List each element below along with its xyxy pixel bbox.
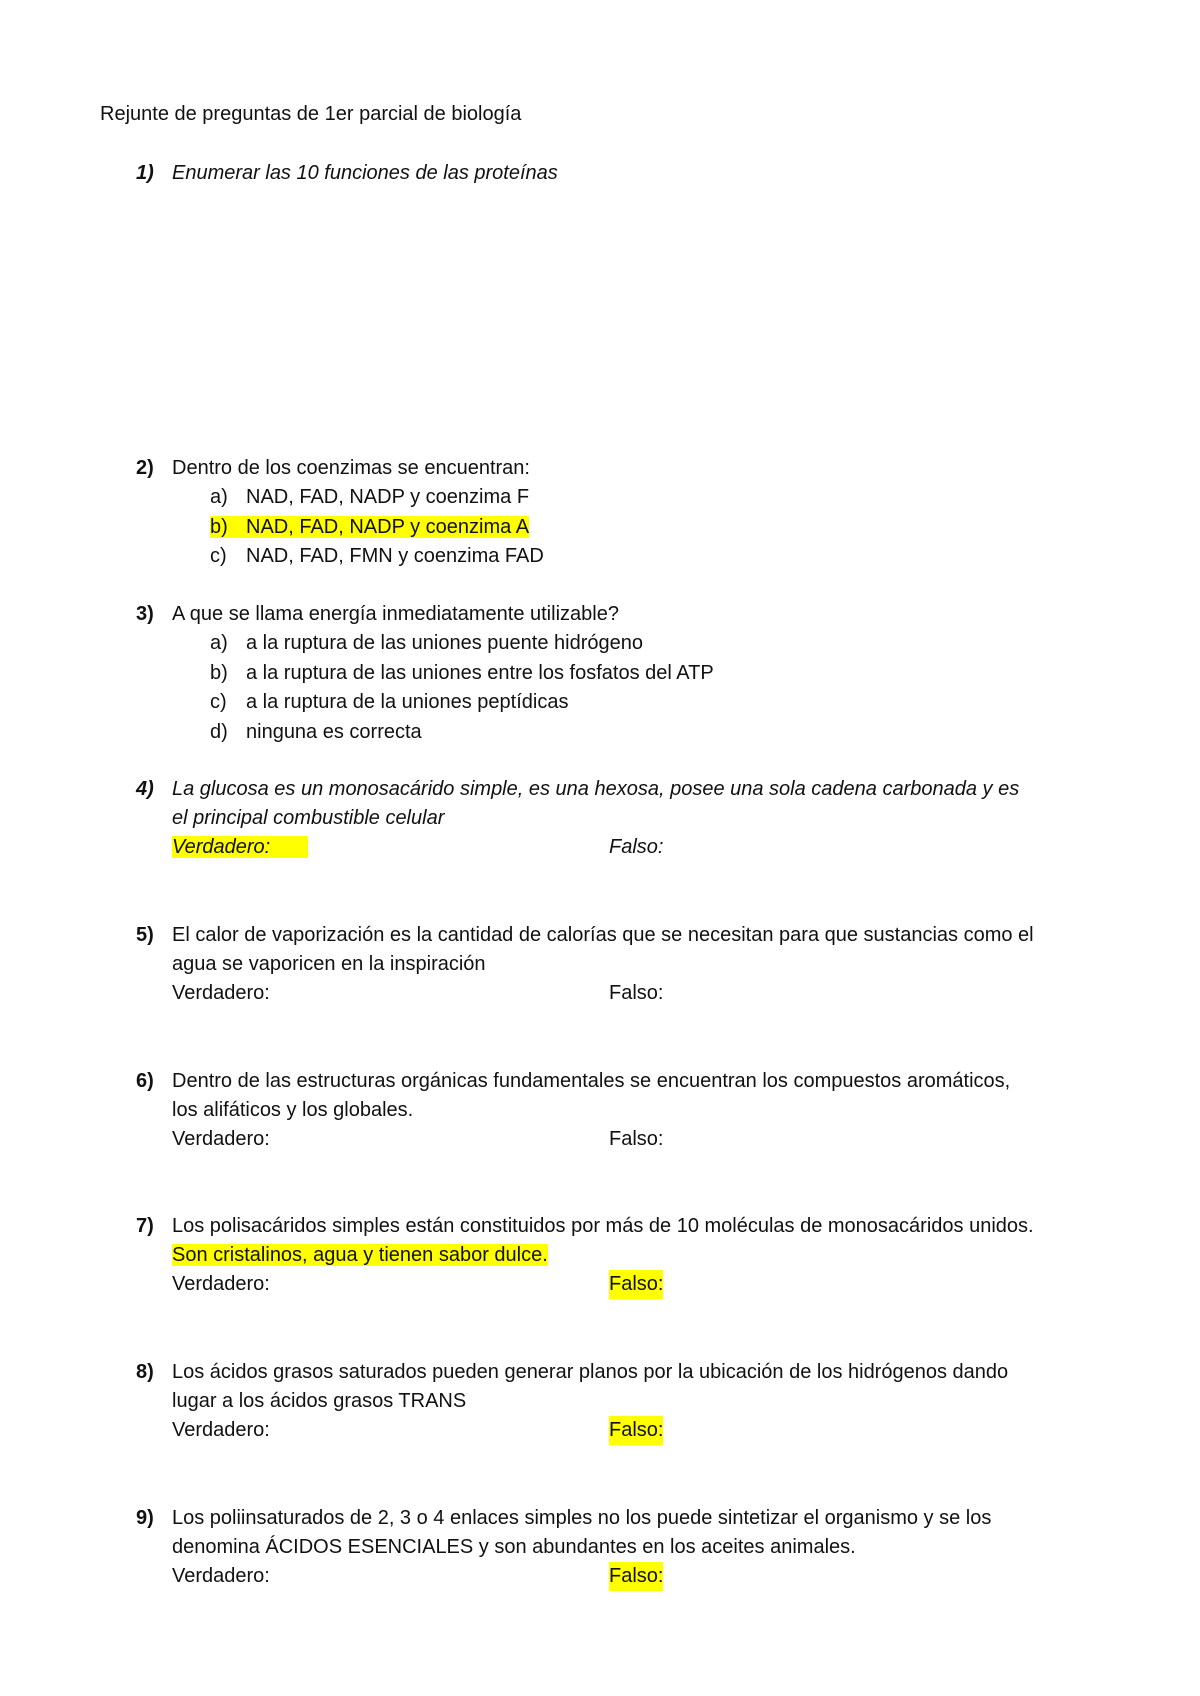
question-number: 6) — [136, 1070, 154, 1092]
falso-label: Falso: — [609, 1562, 663, 1591]
options-list — [210, 483, 544, 572]
question-text: A que se llama energía inmediatamente utilizable? — [172, 603, 619, 625]
question-text-line-1: La glucosa es un monosacárido simple, es una hexosa, posee una sola cadena carbonada y es — [172, 778, 1020, 800]
option-b: b) a la ruptura de las uniones entre los fosfatos del ATP — [210, 661, 714, 684]
question-text-line-2: Son cristalinos, agua y tienen sabor dulce. — [172, 1244, 548, 1266]
question-text-line-2: lugar a los ácidos grasos TRANS — [172, 1390, 467, 1412]
question-text: Enumerar las 10 funciones de las proteínas — [172, 162, 558, 184]
true-false-row — [172, 1416, 664, 1445]
question-text-line-2: el principal combustible celular — [172, 807, 445, 829]
question-number: 7) — [136, 1215, 154, 1237]
verdadero-label: Verdadero: — [172, 1273, 270, 1295]
question-text-line-1: Los poliinsaturados de 2, 3 o 4 enlaces simples no los puede sintetizar el organismo y se los — [172, 1507, 992, 1529]
verdadero-label: Verdadero: — [172, 836, 308, 858]
question-number: 8) — [136, 1361, 154, 1383]
question-number: 9) — [136, 1507, 154, 1529]
question-number: 4) — [136, 778, 154, 800]
option-c: c) a la ruptura de la uniones peptídicas — [210, 691, 569, 713]
question-text-line-1: Los ácidos grasos saturados pueden generar planos por la ubicación de los hidrógenos dando — [172, 1361, 1009, 1383]
true-false-row — [172, 1270, 664, 1299]
falso-label: Falso: — [609, 982, 664, 1004]
option-a: a) a la ruptura de las uniones puente hidrógeno — [210, 632, 643, 654]
question-text-line-1: El calor de vaporización es la cantidad de calorías que se necesitan para que sustancias como el — [172, 924, 1034, 946]
falso-label: Falso: — [609, 1270, 663, 1299]
true-false-row — [172, 1562, 664, 1591]
question-number: 5) — [136, 924, 154, 946]
verdadero-label: Verdadero: — [172, 1419, 270, 1441]
option-b: b) NAD, FAD, NADP y coenzima A — [210, 515, 530, 538]
question-number: 1) — [136, 162, 154, 184]
verdadero-label: Verdadero: — [172, 1565, 270, 1587]
true-false-row — [172, 833, 664, 862]
question-number: 3) — [136, 603, 154, 625]
question-text-line-1: Dentro de las estructuras orgánicas fundamentales se encuentran los compuestos aromáticos, — [172, 1070, 1011, 1092]
falso-label: Falso: — [609, 836, 664, 858]
true-false-row — [172, 979, 664, 1008]
question-text-line-2: denomina ÁCIDOS ESENCIALES y son abundantes en los aceites animales. — [172, 1536, 856, 1558]
question-text-line-2: los alifáticos y los globales. — [172, 1099, 414, 1121]
option-c: c) NAD, FAD, FMN y coenzima FAD — [210, 545, 544, 567]
falso-label: Falso: — [609, 1416, 663, 1445]
question-text-line-2: agua se vaporicen en la inspiración — [172, 953, 486, 975]
option-a: a) NAD, FAD, NADP y coenzima F — [210, 486, 530, 508]
question-text-line-1: Los polisacáridos simples están constituidos por más de 10 moléculas de monosacáridos unidos. — [172, 1215, 1034, 1237]
document-title: Rejunte de preguntas de 1er parcial de biología — [100, 103, 522, 125]
options-list — [210, 629, 714, 747]
falso-label: Falso: — [609, 1128, 664, 1150]
verdadero-label: Verdadero: — [172, 982, 270, 1004]
question-number: 2) — [136, 457, 154, 479]
true-false-row — [172, 1125, 664, 1154]
question-text: Dentro de los coenzimas se encuentran: — [172, 457, 530, 479]
verdadero-label: Verdadero: — [172, 1128, 270, 1150]
option-d: d) ninguna es correcta — [210, 720, 422, 743]
